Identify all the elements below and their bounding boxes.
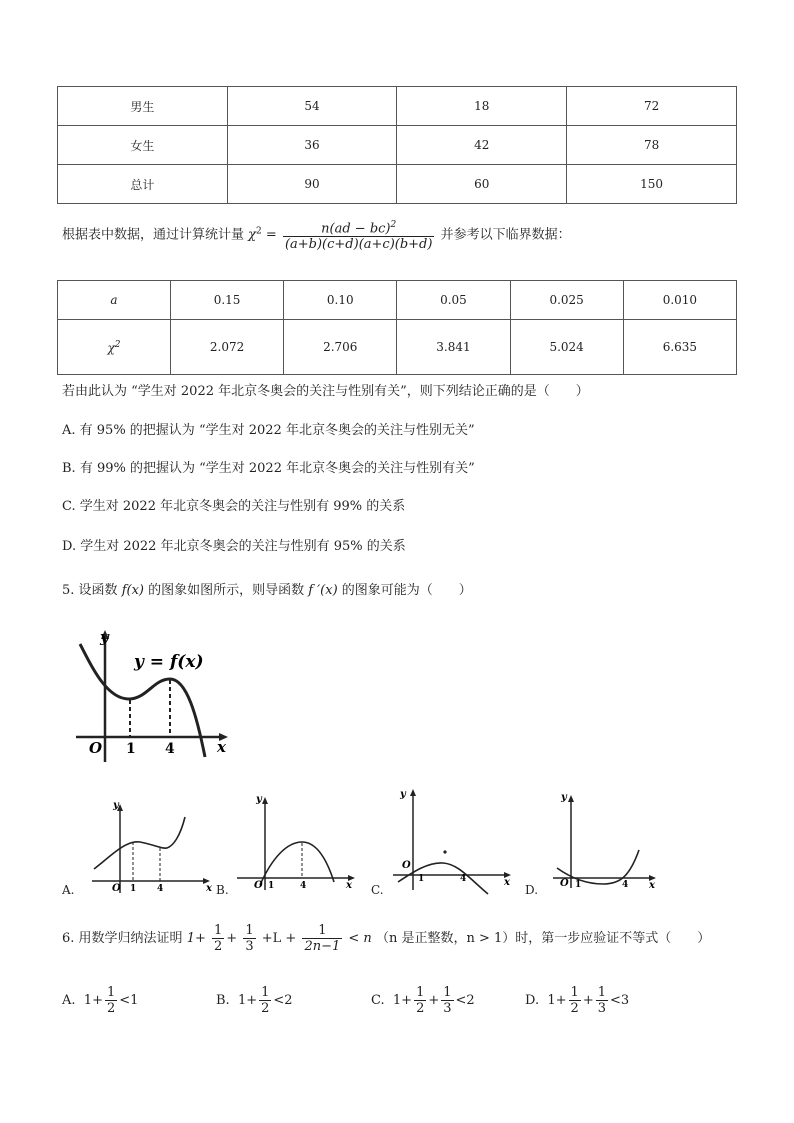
option-c-letter: C.: [371, 883, 384, 897]
svg-text:O: O: [402, 860, 411, 871]
cell: 0.15: [170, 281, 283, 320]
cell: 6.635: [623, 320, 736, 375]
svg-text:4: 4: [300, 881, 307, 891]
chi-fraction: [283, 218, 435, 252]
svg-text:x: x: [649, 880, 655, 891]
func-label: y = f(x): [134, 652, 204, 672]
row-label: $\chi^2$: [58, 320, 171, 375]
cell: 2.706: [284, 320, 397, 375]
y-label: y: [100, 628, 109, 646]
formula-suffix: 并参考以下临界数据：: [440, 227, 571, 243]
cell: 54: [227, 87, 397, 126]
cell: 36: [227, 126, 397, 165]
q6-option-c[interactable]: C. 1+ $\frac{1}{2}$ + $\frac{1}{3}$ <2: [371, 985, 475, 1016]
q4-option-a: A. 有 95% 的把握认为 “学生对 2022 年北京冬奥会的关注与性别无关”: [62, 423, 475, 438]
q4-stem: 若由此认为 “学生对 2022 年北京冬奥会的关注与性别有关”，则下列结论正确的是（ ）: [62, 384, 589, 399]
svg-text:4: 4: [460, 874, 467, 884]
svg-text:x: x: [346, 880, 352, 891]
option-a-graph[interactable]: [80, 795, 215, 900]
svg-text:1: 1: [418, 874, 425, 884]
contingency-table: [57, 86, 737, 204]
cell: 0.025: [510, 281, 623, 320]
main-function-graph: [62, 622, 237, 767]
svg-text:x: x: [206, 883, 212, 894]
cell: 3.841: [397, 320, 510, 375]
cell: 2.072: [170, 320, 283, 375]
svg-text:x: x: [504, 877, 510, 888]
cell: 5.024: [510, 320, 623, 375]
svg-text:y: y: [113, 800, 119, 811]
cell: 72: [567, 87, 737, 126]
svg-text:4: 4: [622, 880, 629, 890]
row-label: 男生: [58, 87, 228, 126]
option-d-graph[interactable]: [541, 788, 666, 893]
cell: 60: [397, 165, 567, 204]
row-label: 总计: [58, 165, 228, 204]
option-b-letter: B.: [216, 883, 229, 897]
svg-text:O: O: [254, 880, 263, 891]
cell: 0.10: [284, 281, 397, 320]
option-a-letter: A.: [62, 883, 75, 897]
cell: 18: [397, 87, 567, 126]
svg-text:y: y: [256, 794, 262, 805]
option-d-letter: D.: [525, 883, 539, 897]
q4-option-c: C. 学生对 2022 年北京冬奥会的关注与性别有 99% 的关系: [62, 499, 406, 514]
q4-option-d: D. 学生对 2022 年北京冬奥会的关注与性别有 95% 的关系: [62, 539, 406, 554]
cell: 78: [567, 126, 737, 165]
svg-text:y: y: [561, 792, 567, 803]
tick-1: 1: [126, 741, 136, 757]
cell: 0.05: [397, 281, 510, 320]
fraction-numerator: n(ad − bc)$^2$: [283, 218, 435, 237]
tick-4: 4: [165, 741, 175, 757]
q6-option-d[interactable]: D. 1+ $\frac{1}{2}$ + $\frac{1}{3}$ <3: [525, 985, 630, 1016]
row-label: a: [58, 281, 171, 320]
chi-symbol: χ: [248, 227, 257, 243]
formula-prefix: 根据表中数据，通过计算统计量: [62, 227, 245, 243]
q5-stem: 5. 设函数 f(x) 的图象如图所示，则导函数 f ′(x) 的图象可能为（ ）: [62, 583, 472, 598]
cell: 0.010: [623, 281, 736, 320]
q6-option-a[interactable]: A. 1+ $\frac{1}{2}$ <1: [62, 985, 139, 1016]
cell: 150: [567, 165, 737, 204]
option-b-graph[interactable]: [232, 790, 362, 895]
row-label: 女生: [58, 126, 228, 165]
svg-text:1: 1: [575, 880, 582, 890]
svg-text:4: 4: [157, 884, 164, 894]
option-c-graph[interactable]: [388, 782, 518, 897]
x-label: x: [217, 738, 226, 756]
svg-text:O: O: [112, 883, 121, 894]
formula-line: 根据表中数据，通过计算统计量 $\chi^2$ = $\frac{n(ad - bc)^2}{(a+b)(c+d)(a+c)(b+d)}$ 并参考以下临界数据：: [62, 220, 571, 253]
cell: 90: [227, 165, 397, 204]
svg-text:1: 1: [130, 884, 137, 894]
origin-label: O: [89, 739, 103, 757]
q4-option-b: B. 有 99% 的把握认为 “学生对 2022 年北京冬奥会的关注与性别有关”: [62, 461, 475, 476]
q6-option-b[interactable]: B. 1+ $\frac{1}{2}$ <2: [216, 985, 293, 1016]
cell: 42: [397, 126, 567, 165]
fraction-denominator: (a+b)(c+d)(a+c)(b+d): [284, 237, 433, 253]
svg-text:y: y: [400, 789, 406, 800]
q6-stem: 6. 用数学归纳法证明 1+ $\frac{1}{2}$ + $\frac{1}{3}$ +L + $\frac{1}{2n-1}$ < n （n 是正整数，n > 1）时，第一步应验证不等式（ ）: [62, 923, 711, 954]
svg-text:1: 1: [268, 881, 275, 891]
svg-text:O: O: [560, 878, 569, 889]
critical-value-table: [57, 280, 737, 375]
